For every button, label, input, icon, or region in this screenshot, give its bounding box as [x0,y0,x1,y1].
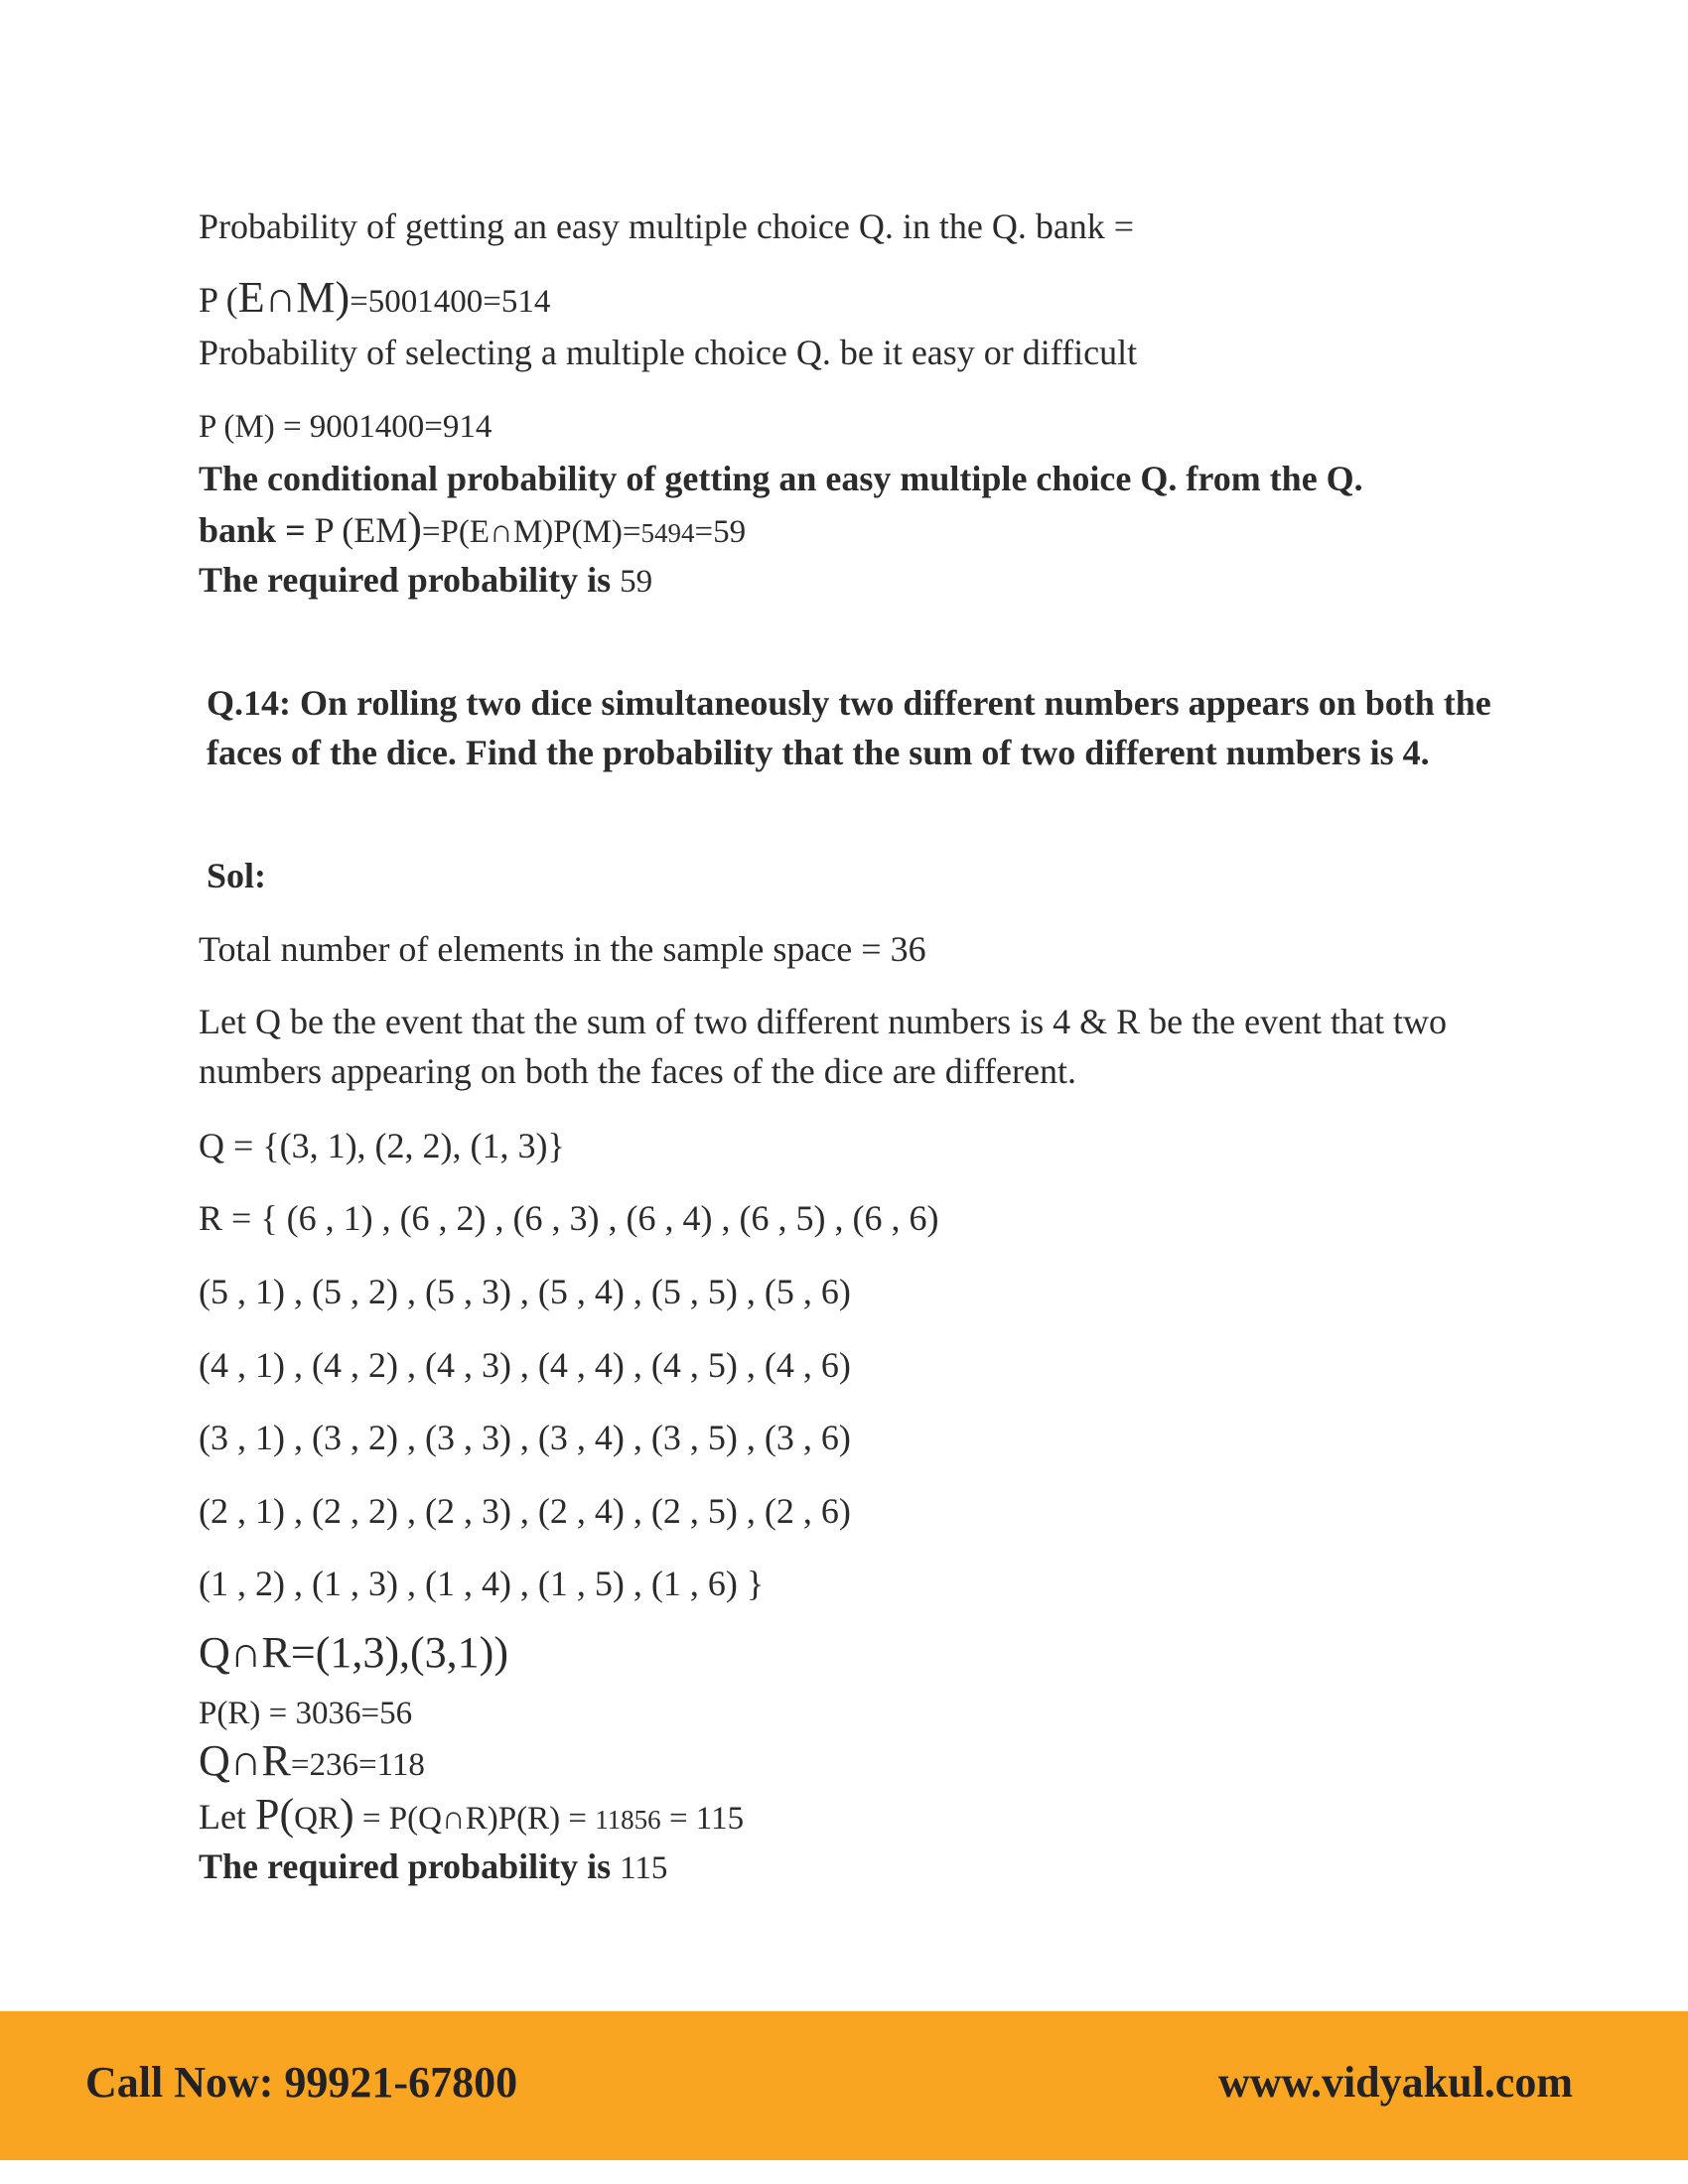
set-q: Q = {(3, 1), (2, 2), (1, 3)} [199,1126,565,1165]
formula-part: = P(Q∩R)P(R) = [353,1801,596,1837]
formula-part: E∩M) [237,273,351,322]
formula-part: P ( [199,280,238,320]
text-line-easy-mcq: Probability of getting an easy multiple choice Q. in the Q. bank = [199,206,1135,246]
formula-p-e-and-m [199,273,551,324]
formula-part: P (M) = 9001400=914 [199,409,492,445]
formula-part: P (EM [314,510,408,550]
formula-part: 11856 [595,1805,661,1835]
formula-part: P( [254,1790,295,1839]
set-r-row: (4 , 1) , (4 , 2) , (4 , 3) , (4 , 4) , (4 , 5) , (4 , 6) [199,1345,851,1385]
answer-value: 115 [620,1850,668,1886]
formula-part: =5001400=514 [350,284,551,320]
intersection-q-r: Q∩R=(1,3),(3,1)) [199,1628,508,1677]
set-r-row: (3 , 1) , (3 , 2) , (3 , 3) , (3 , 4) , (3 , 5) , (3 , 6) [199,1418,851,1457]
formula-part: Let [199,1797,255,1837]
set-r-row: (2 , 1) , (2 , 2) , (2 , 3) , (2 , 4) , (2 , 5) , (2 , 6) [199,1491,851,1531]
formula-part: =59 [694,514,747,550]
formula-part: ) [339,1790,354,1839]
formula-part: = 115 [660,1801,745,1837]
formula-p-r: P(R) = 3036=56 [199,1696,413,1731]
formula-part: =P(E∩M)P(M)= [421,514,641,550]
text-line-required-2 [199,1844,667,1890]
formula-q-and-r [199,1736,425,1787]
formula-part: QR [294,1801,340,1837]
formula-conditional [199,503,747,555]
formula-p-q-given-r [199,1790,745,1842]
formula-label: bank = [199,510,315,550]
text-line-required-1 [199,558,652,604]
set-r-row: (5 , 1) , (5 , 2) , (5 , 3) , (5 , 4) , (5 , 5) , (5 , 6) [199,1272,851,1311]
formula-part: Q∩R [199,1736,291,1785]
website-link[interactable]: www.vidyakul.com [1218,2058,1573,2107]
answer-label: The required probability is [199,1846,621,1886]
formula-part: =236=118 [290,1747,425,1783]
formula-part: 5494 [640,518,695,548]
formula-p-m [199,403,492,449]
sol-label: Sol: [207,856,267,895]
text-line-select-mcq: Probability of selecting a multiple choice Q. be it easy or difficult [199,333,1138,372]
footer-bar [0,2011,1688,2160]
question-14: Q.14: On rolling two dice simultaneously two different numbers appears on both the faces of the dice. Find the probability that the sum of two different numbers is 4. [207,683,1491,772]
set-r-row: R = { (6 , 1) , (6 , 2) , (6 , 3) , (6 , 4) , (6 , 5) , (6 , 6) [199,1198,939,1238]
set-r-row: (1 , 2) , (1 , 3) , (1 , 4) , (1 , 5) , (1 , 6) } [199,1564,765,1603]
text-line-total: Total number of elements in the sample space = 36 [199,929,926,969]
text-line-conditional: The conditional probability of getting an easy multiple choice Q. from the Q. [199,459,1363,498]
answer-label: The required probability is [199,560,621,600]
answer-value: 59 [620,564,653,600]
formula-part: ) [407,503,422,552]
text-line-let-q-r: Let Q be the event that the sum of two different numbers is 4 & R be the event that two numbers appearing on both the faces of the dice are different. [199,1002,1448,1091]
call-now-phone[interactable]: Call Now: 99921-67800 [85,2058,518,2107]
